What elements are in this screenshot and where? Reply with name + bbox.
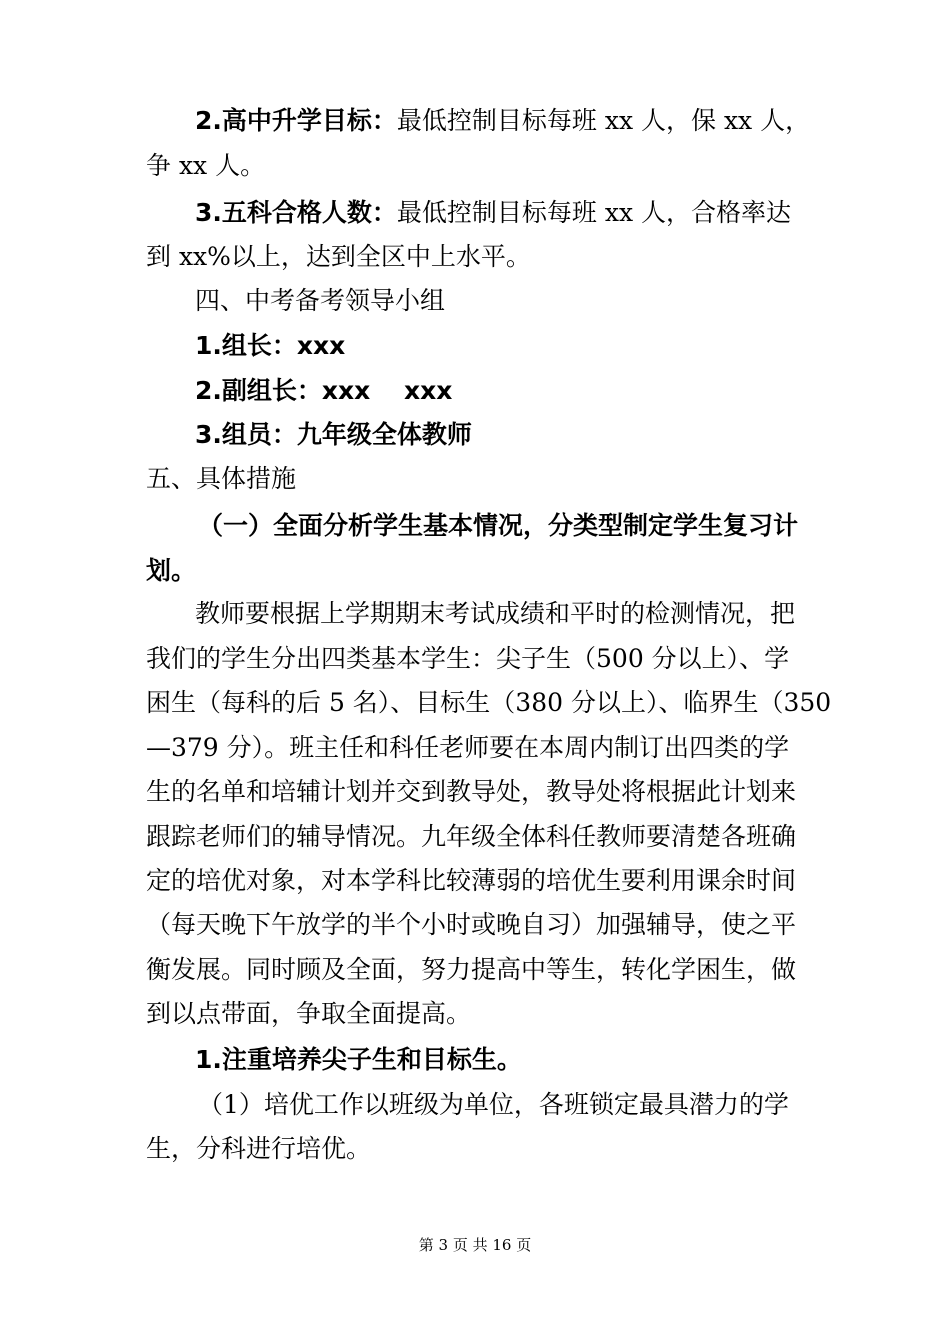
target-line-2 — [195, 196, 791, 230]
paragraph-line: 衡发展。同时顾及全面，努力提高中等生，转化学困生，做 — [146, 955, 797, 984]
deputy-leader-line: 2.副组长：xxx xxx — [195, 376, 453, 405]
target-text: 最低控制目标每班 xx 人，合格率达 — [396, 198, 791, 227]
section-heading: 五、具体措施 — [146, 464, 297, 493]
paragraph-line: 困生（每科的后 5 名）、目标生（380 分以上）、临界生（350 — [146, 688, 832, 717]
paragraph-line: 定的培优对象，对本学科比较薄弱的培优生要利用课余时间 — [146, 866, 797, 895]
paragraph-line: 我们的学生分出四类基本学生：尖子生（500 分以上）、学 — [146, 644, 790, 673]
target-label: 2.高中升学目标： — [195, 106, 397, 135]
paragraph-line: 到以点带面，争取全面提高。 — [146, 999, 472, 1028]
paragraph-line: 生的名单和培辅计划并交到教导处，教导处将根据此计划来 — [146, 777, 797, 806]
section-heading: 四、中考备考领导小组 — [195, 286, 446, 315]
subsection-heading-cont: 划。 — [146, 556, 197, 585]
page-number-footer: 第 3 页 共 16 页 — [418, 1236, 532, 1254]
paragraph-line: 教师要根据上学期期末考试成绩和平时的检测情况，把 — [195, 599, 796, 628]
member-line: 3.组员：九年级全体教师 — [195, 420, 472, 449]
paragraph-line: （每天晚下午放学的半个小时或晚自习）加强辅导，使之平 — [146, 910, 797, 939]
subsection-heading: （一）全面分析学生基本情况，分类型制定学生复习计 — [198, 511, 799, 540]
paragraph-line: —379 分）。班主任和科任老师要在本周内制订出四类的学 — [146, 733, 790, 762]
target-text: 最低控制目标每班 xx 人，保 xx 人， — [396, 106, 811, 135]
paragraph-line: 争 xx 人。 — [146, 151, 266, 180]
item-heading: 1.注重培养尖子生和目标生。 — [195, 1045, 522, 1074]
target-line-1 — [195, 104, 810, 138]
paragraph-line: 生，分科进行培优。 — [146, 1134, 372, 1163]
target-label: 3.五科合格人数： — [195, 198, 397, 227]
paragraph-line: 到 xx%以上，达到全区中上水平。 — [146, 242, 531, 271]
paragraph-line: （1）培优工作以班级为单位，各班锁定最具潜力的学 — [198, 1090, 789, 1119]
leader-line: 1.组长：xxx — [195, 331, 346, 360]
paragraph-line: 跟踪老师们的辅导情况。九年级全体科任教师要清楚各班确 — [146, 822, 797, 851]
